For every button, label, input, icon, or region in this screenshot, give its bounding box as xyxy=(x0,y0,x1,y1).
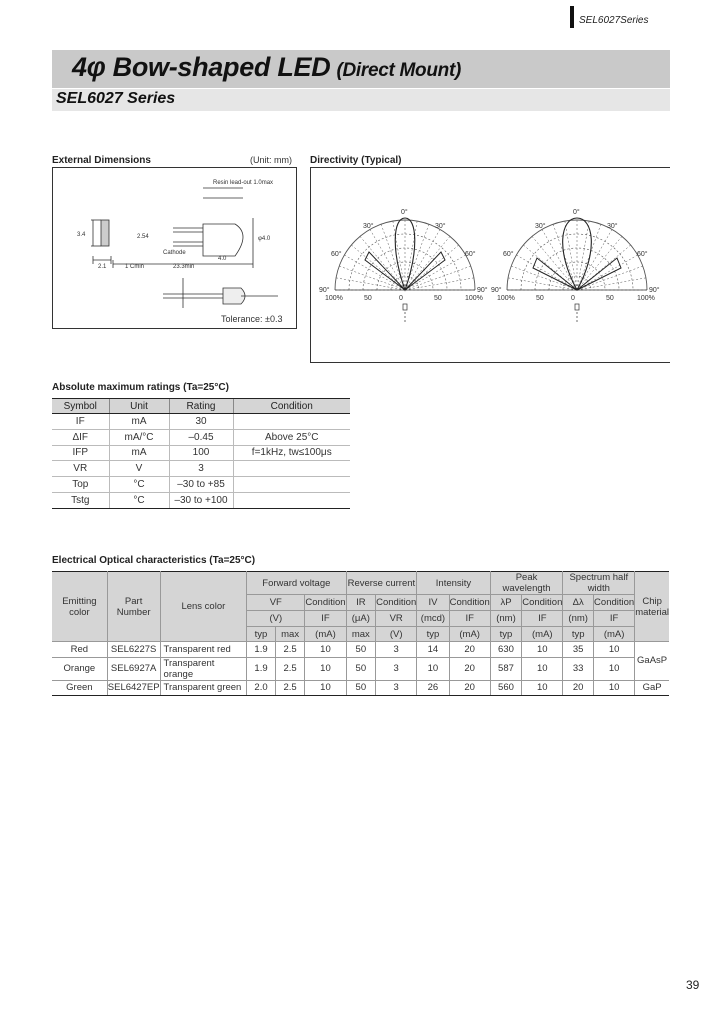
abs-row xyxy=(52,461,350,477)
h-typ-3: typ xyxy=(490,627,521,642)
elec-cell: SEL6227S xyxy=(107,642,160,658)
polar-angle-label: 30° xyxy=(363,223,374,230)
directivity-box xyxy=(310,167,670,363)
series-tab: SEL6027Series xyxy=(579,15,649,26)
elec-cell: 1.9 xyxy=(247,642,276,658)
elec-cell: 2.5 xyxy=(275,657,305,680)
abs-row xyxy=(52,429,350,445)
polar-scale-label: 50 xyxy=(434,295,442,302)
abs-cell xyxy=(233,492,350,508)
directivity-chart xyxy=(311,168,670,362)
h-cond-1: Condition xyxy=(305,595,346,611)
dim-label-thick: 4.0 xyxy=(218,256,227,262)
elec-cell: 20 xyxy=(563,680,594,696)
elec-cell: 10 xyxy=(305,642,346,658)
elec-row xyxy=(52,680,669,696)
polar-scale-label: 0 xyxy=(399,295,403,302)
abs-cell: –30 to +100 xyxy=(169,492,233,508)
h-if-2: IF xyxy=(449,611,490,627)
h-cond-5: Condition xyxy=(594,595,635,611)
h-dl-unit: (nm) xyxy=(563,611,594,627)
h-if-1: IF xyxy=(305,611,346,627)
dim-label-w21: 2.1 xyxy=(98,264,107,270)
dim-label-h34: 3.4 xyxy=(77,232,86,238)
elec-cell: SEL6427EP xyxy=(107,680,160,696)
polar-spoke xyxy=(405,236,450,290)
polar-angle-label: 90° xyxy=(491,287,502,294)
abs-row xyxy=(52,492,350,508)
elec-cell: 3 xyxy=(376,657,417,680)
elec-cell: 10 xyxy=(594,657,635,680)
abs-cell: ΔIF xyxy=(52,429,109,445)
abs-cell: °C xyxy=(109,492,169,508)
polar-spoke xyxy=(360,236,405,290)
abs-cell: VR xyxy=(52,461,109,477)
h-ma-1: (mA) xyxy=(305,627,346,642)
elec-cell: 10 xyxy=(522,680,563,696)
h-ma-4: (mA) xyxy=(594,627,635,642)
elec-cell: Red xyxy=(52,642,107,658)
h-typ-4: typ xyxy=(563,627,594,642)
elec-cell: 50 xyxy=(346,642,376,658)
polar-spoke xyxy=(370,229,405,290)
dimensions-box xyxy=(52,167,297,329)
dimensions-heading: External Dimensions xyxy=(52,155,151,166)
polar-spoke xyxy=(577,236,622,290)
title-main-text: 4φ Bow-shaped LED xyxy=(72,52,331,82)
polar-scale-label: 100% xyxy=(497,295,515,302)
page-number: 39 xyxy=(686,978,700,992)
elec-cell: 10 xyxy=(522,642,563,658)
elec-table xyxy=(52,571,669,696)
page-title xyxy=(72,52,461,83)
title-sub-text: (Direct Mount) xyxy=(336,60,461,81)
dimensions-tolerance: Tolerance: ±0.3 xyxy=(221,314,283,324)
elec-cell: 587 xyxy=(490,657,521,680)
abs-cell: IFP xyxy=(52,445,109,461)
polar-scale-label: 100% xyxy=(325,295,343,302)
elec-cell: 10 xyxy=(594,680,635,696)
elec-cell: 2.5 xyxy=(275,642,305,658)
h-forward-voltage: Forward voltage xyxy=(247,572,346,595)
abs-cell: mA/°C xyxy=(109,429,169,445)
polar-angle-label: 30° xyxy=(607,223,618,230)
elec-cell: Green xyxy=(52,680,107,696)
elec-cell: 35 xyxy=(563,642,594,658)
polar-spoke xyxy=(405,229,440,290)
polar-angle-label: 90° xyxy=(477,287,488,294)
dim-label-dia: φ4.0 xyxy=(258,236,271,242)
page-subtitle: SEL6027 Series xyxy=(56,90,176,107)
polar-spoke xyxy=(405,245,459,290)
h-lens: Lens color xyxy=(160,572,247,642)
elec-cell: Orange xyxy=(52,657,107,680)
polar-angle-label: 60° xyxy=(637,251,648,258)
abs-cell: –0.45 xyxy=(169,429,233,445)
elec-cell: 2.5 xyxy=(275,680,305,696)
h-part: Part Number xyxy=(107,572,160,642)
h-emitting: Emitting color xyxy=(52,572,107,642)
polar-spoke xyxy=(532,236,577,290)
h-ma-3: (mA) xyxy=(522,627,563,642)
h-vf-unit: (V) xyxy=(247,611,305,627)
polar-scale-label: 100% xyxy=(465,295,483,302)
abs-cell: Above 25°C xyxy=(233,429,350,445)
h-chip: Chip material xyxy=(635,572,669,642)
dimensions-drawing xyxy=(53,168,296,328)
h-iv-unit: (mcd) xyxy=(417,611,449,627)
polar-spoke xyxy=(577,221,589,290)
h-cond-4: Condition xyxy=(522,595,563,611)
polar-spoke xyxy=(508,278,577,290)
polar-angle-label: 0° xyxy=(401,209,408,216)
abs-cell: Top xyxy=(52,477,109,493)
polar-angle-label: 30° xyxy=(435,223,446,230)
elec-cell: 10 xyxy=(305,680,346,696)
dim-label-cathode: Cathode xyxy=(163,250,186,256)
h-ir-unit: (μA) xyxy=(346,611,376,627)
polar-spoke xyxy=(565,221,577,290)
abs-cell xyxy=(233,414,350,430)
abs-header-row xyxy=(52,399,350,414)
polar-ring xyxy=(335,220,475,290)
elec-chip-cell: GaAsP xyxy=(635,642,669,681)
elec-cell: 2.0 xyxy=(247,680,276,696)
h-vr: VR xyxy=(376,611,417,627)
abs-cell: 3 xyxy=(169,461,233,477)
abs-cell: IF xyxy=(52,414,109,430)
polar-scale-label: 50 xyxy=(536,295,544,302)
polar-spoke xyxy=(516,255,577,290)
elec-row xyxy=(52,642,669,658)
col-symbol: Symbol xyxy=(52,399,109,414)
elec-cell: 33 xyxy=(563,657,594,680)
h-reverse-current: Reverse current xyxy=(346,572,417,595)
elec-cell: 20 xyxy=(449,642,490,658)
h-vf: VF xyxy=(247,595,305,611)
elec-cell: 26 xyxy=(417,680,449,696)
elec-cell: 560 xyxy=(490,680,521,696)
h-iv: IV xyxy=(417,595,449,611)
directivity-heading: Directivity (Typical) xyxy=(310,155,402,166)
h-lp: λP xyxy=(490,595,521,611)
elec-cell: 3 xyxy=(376,680,417,696)
dim-label-len: 23.3min xyxy=(173,264,195,270)
h-max-1: max xyxy=(275,627,305,642)
h-lp-unit: (nm) xyxy=(490,611,521,627)
h-dl: Δλ xyxy=(563,595,594,611)
polar-spoke xyxy=(405,266,471,290)
polar-angle-label: 60° xyxy=(331,251,342,258)
polar-angle-label: 60° xyxy=(503,251,514,258)
polar-angle-label: 60° xyxy=(465,251,476,258)
polar-scale-label: 50 xyxy=(606,295,614,302)
h-if-3: IF xyxy=(522,611,563,627)
abs-row xyxy=(52,477,350,493)
polar-ring xyxy=(507,220,647,290)
abs-cell: 30 xyxy=(169,414,233,430)
elec-cell: 50 xyxy=(346,657,376,680)
abs-cell xyxy=(233,477,350,493)
series-tab-bar xyxy=(570,6,574,28)
elec-cell: 14 xyxy=(417,642,449,658)
abs-cell: –30 to +85 xyxy=(169,477,233,493)
h-cond-3: Condition xyxy=(449,595,490,611)
h-ir: IR xyxy=(346,595,376,611)
abs-ratings-table xyxy=(52,398,350,509)
abs-cell: mA xyxy=(109,414,169,430)
polar-spoke xyxy=(577,255,638,290)
elec-cell: 10 xyxy=(522,657,563,680)
col-unit: Unit xyxy=(109,399,169,414)
elec-cell: Transparent red xyxy=(160,642,247,658)
h-intensity: Intensity xyxy=(417,572,491,595)
polar-angle-label: 90° xyxy=(319,287,330,294)
polar-spoke xyxy=(577,266,643,290)
h-if-4: IF xyxy=(594,611,635,627)
abs-row xyxy=(52,414,350,430)
h-peak-wavelength: Peak wavelength xyxy=(490,572,563,595)
h-v: (V) xyxy=(376,627,417,642)
polar-angle-label: 90° xyxy=(649,287,660,294)
abs-cell: Tstg xyxy=(52,492,109,508)
dim-label-note: Resin lead-out 1.0max xyxy=(213,180,274,186)
elec-cell: Transparent green xyxy=(160,680,247,696)
polar-spoke xyxy=(339,266,405,290)
dimensions-unit: (Unit: mm) xyxy=(250,155,292,165)
polar-scale-label: 100% xyxy=(637,295,655,302)
abs-cell: mA xyxy=(109,445,169,461)
h-max-2: max xyxy=(346,627,376,642)
polar-scale-label: 50 xyxy=(364,295,372,302)
polar-spoke xyxy=(577,278,646,290)
abs-cell: V xyxy=(109,461,169,477)
polar-angle-label: 0° xyxy=(573,209,580,216)
dim-label-d254: 2.54 xyxy=(137,234,149,240)
elec-chip-cell: GaP xyxy=(635,680,669,696)
abs-cell xyxy=(233,461,350,477)
polar-spoke xyxy=(344,255,405,290)
h-cond-2: Condition xyxy=(376,595,417,611)
elec-cell: 10 xyxy=(417,657,449,680)
elec-cell: 10 xyxy=(594,642,635,658)
h-typ-2: typ xyxy=(417,627,449,642)
elec-cell: 10 xyxy=(305,657,346,680)
elec-cell: 20 xyxy=(449,680,490,696)
elec-cell: 3 xyxy=(376,642,417,658)
led-symbol xyxy=(575,304,579,310)
elec-cell: 1.9 xyxy=(247,657,276,680)
abs-ratings-heading: Absolute maximum ratings (Ta=25°C) xyxy=(52,382,229,393)
elec-cell: 630 xyxy=(490,642,521,658)
elec-cell: SEL6927A xyxy=(107,657,160,680)
elec-row xyxy=(52,657,669,680)
polar-angle-label: 30° xyxy=(535,223,546,230)
elec-cell: Transparent orange xyxy=(160,657,247,680)
directivity-side-lobe xyxy=(577,258,621,290)
col-rating: Rating xyxy=(169,399,233,414)
polar-spoke xyxy=(405,255,466,290)
polar-spoke xyxy=(511,266,577,290)
abs-cell: 100 xyxy=(169,445,233,461)
dim-label-min1: 1 Cmin xyxy=(125,264,145,270)
led-symbol xyxy=(403,304,407,310)
elec-cell: 20 xyxy=(449,657,490,680)
elec-cell: 50 xyxy=(346,680,376,696)
abs-row xyxy=(52,445,350,461)
col-condition: Condition xyxy=(233,399,350,414)
abs-cell: f=1kHz, tw≤100μs xyxy=(233,445,350,461)
h-spectrum-half-width: Spectrum half width xyxy=(563,572,635,595)
h-typ-1: typ xyxy=(247,627,276,642)
abs-cell: °C xyxy=(109,477,169,493)
polar-spoke xyxy=(351,245,405,290)
polar-ring xyxy=(563,276,591,290)
polar-scale-label: 0 xyxy=(571,295,575,302)
elec-heading: Electrical Optical characteristics (Ta=25°C) xyxy=(52,555,256,566)
h-ma-2: (mA) xyxy=(449,627,490,642)
